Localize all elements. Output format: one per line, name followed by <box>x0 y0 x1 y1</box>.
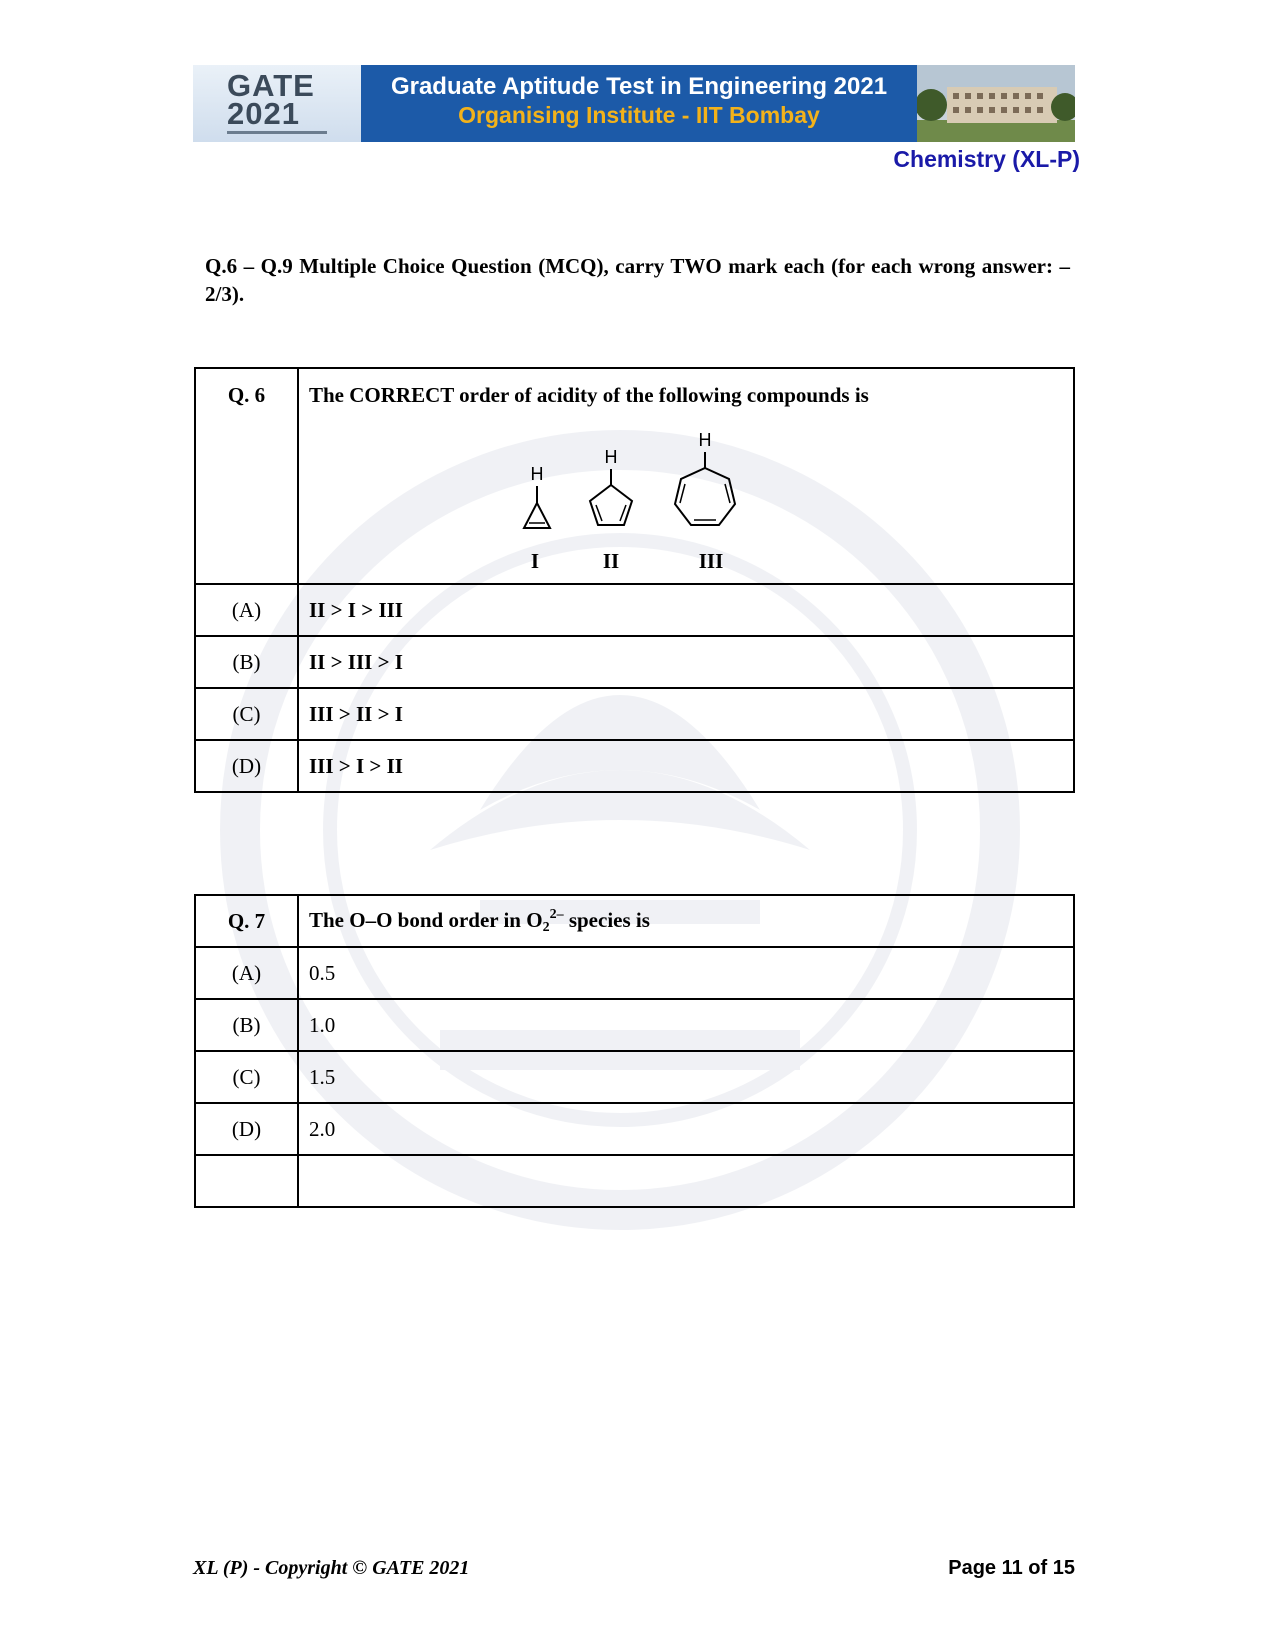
footer-copyright: XL (P) - Copyright © GATE 2021 <box>193 1557 470 1579</box>
page-current: 11 <box>1001 1557 1023 1579</box>
option-row <box>195 1103 1074 1155</box>
subscript: 2 <box>542 919 550 935</box>
option-key: (B) <box>195 999 298 1051</box>
question-number: Q. 6 <box>195 368 298 584</box>
structures-figure <box>309 408 1073 583</box>
structure-2-label: II <box>602 549 620 573</box>
structure-cyclopropene <box>524 464 550 573</box>
banner-subtitle: Organising Institute - IIT Bombay <box>458 102 820 128</box>
logo-tagline-bar <box>227 131 327 134</box>
question-text-suffix: species is <box>563 907 650 932</box>
page-total: 15 <box>1052 1557 1075 1579</box>
question-text: The CORRECT order of acidity of the following compounds is <box>309 383 869 407</box>
logo-text-year: 2021 <box>227 96 300 131</box>
option-key: (D) <box>195 1103 298 1155</box>
campus-photo <box>917 65 1075 142</box>
option-key: (C) <box>195 1051 298 1103</box>
structure-2-atom: H <box>604 447 618 467</box>
question-number: Q. 7 <box>195 895 298 947</box>
gate-banner <box>193 65 1075 142</box>
banner-text-block <box>361 65 917 142</box>
option-row <box>195 636 1074 688</box>
option-key: (A) <box>195 947 298 999</box>
structure-cycloheptatriene <box>675 430 735 573</box>
option-text: 1.5 <box>298 1051 1074 1103</box>
option-row <box>195 584 1074 636</box>
option-key: (D) <box>195 740 298 792</box>
page-prefix: Page <box>948 1557 1002 1579</box>
structure-cyclopentadiene <box>590 447 632 573</box>
gate-logo <box>193 65 361 142</box>
option-row <box>195 1051 1074 1103</box>
empty-row <box>195 1155 1074 1207</box>
option-row <box>195 688 1074 740</box>
structure-1-label: I <box>530 549 540 573</box>
subject-label: Chemistry (XL-P) <box>893 146 1080 172</box>
option-text: 2.0 <box>298 1103 1074 1155</box>
option-row <box>195 947 1074 999</box>
section-instructions: Q.6 – Q.9 Multiple Choice Question (MCQ), carry TWO mark each (for each wrong answer: – 2/3). <box>205 254 1070 306</box>
option-text: 0.5 <box>298 947 1074 999</box>
question-text-prefix: The O–O bond order in O <box>309 907 543 932</box>
option-text: II > III > I <box>298 636 1074 688</box>
banner-title: Graduate Aptitude Test in Engineering 2021 <box>390 73 888 100</box>
structure-3-label: III <box>698 549 724 573</box>
option-text: 1.0 <box>298 999 1074 1051</box>
question-text <box>298 895 1074 947</box>
option-text: III > II > I <box>298 688 1074 740</box>
question-6-table <box>194 367 1075 793</box>
option-text: III > I > II <box>298 740 1074 792</box>
logo-text-gate: GATE <box>227 68 315 103</box>
empty-cell <box>195 1155 298 1207</box>
question-7-table <box>194 894 1075 1208</box>
structure-1-atom: H <box>530 464 544 484</box>
option-key: (C) <box>195 688 298 740</box>
superscript: 2– <box>549 906 564 922</box>
empty-cell <box>298 1155 1074 1207</box>
page-indicator <box>948 1557 1075 1580</box>
option-row <box>195 999 1074 1051</box>
structure-3-atom: H <box>698 430 712 450</box>
option-key: (A) <box>195 584 298 636</box>
option-key: (B) <box>195 636 298 688</box>
option-row <box>195 740 1074 792</box>
option-text: II > I > III <box>298 584 1074 636</box>
page-middle: of <box>1022 1557 1053 1579</box>
